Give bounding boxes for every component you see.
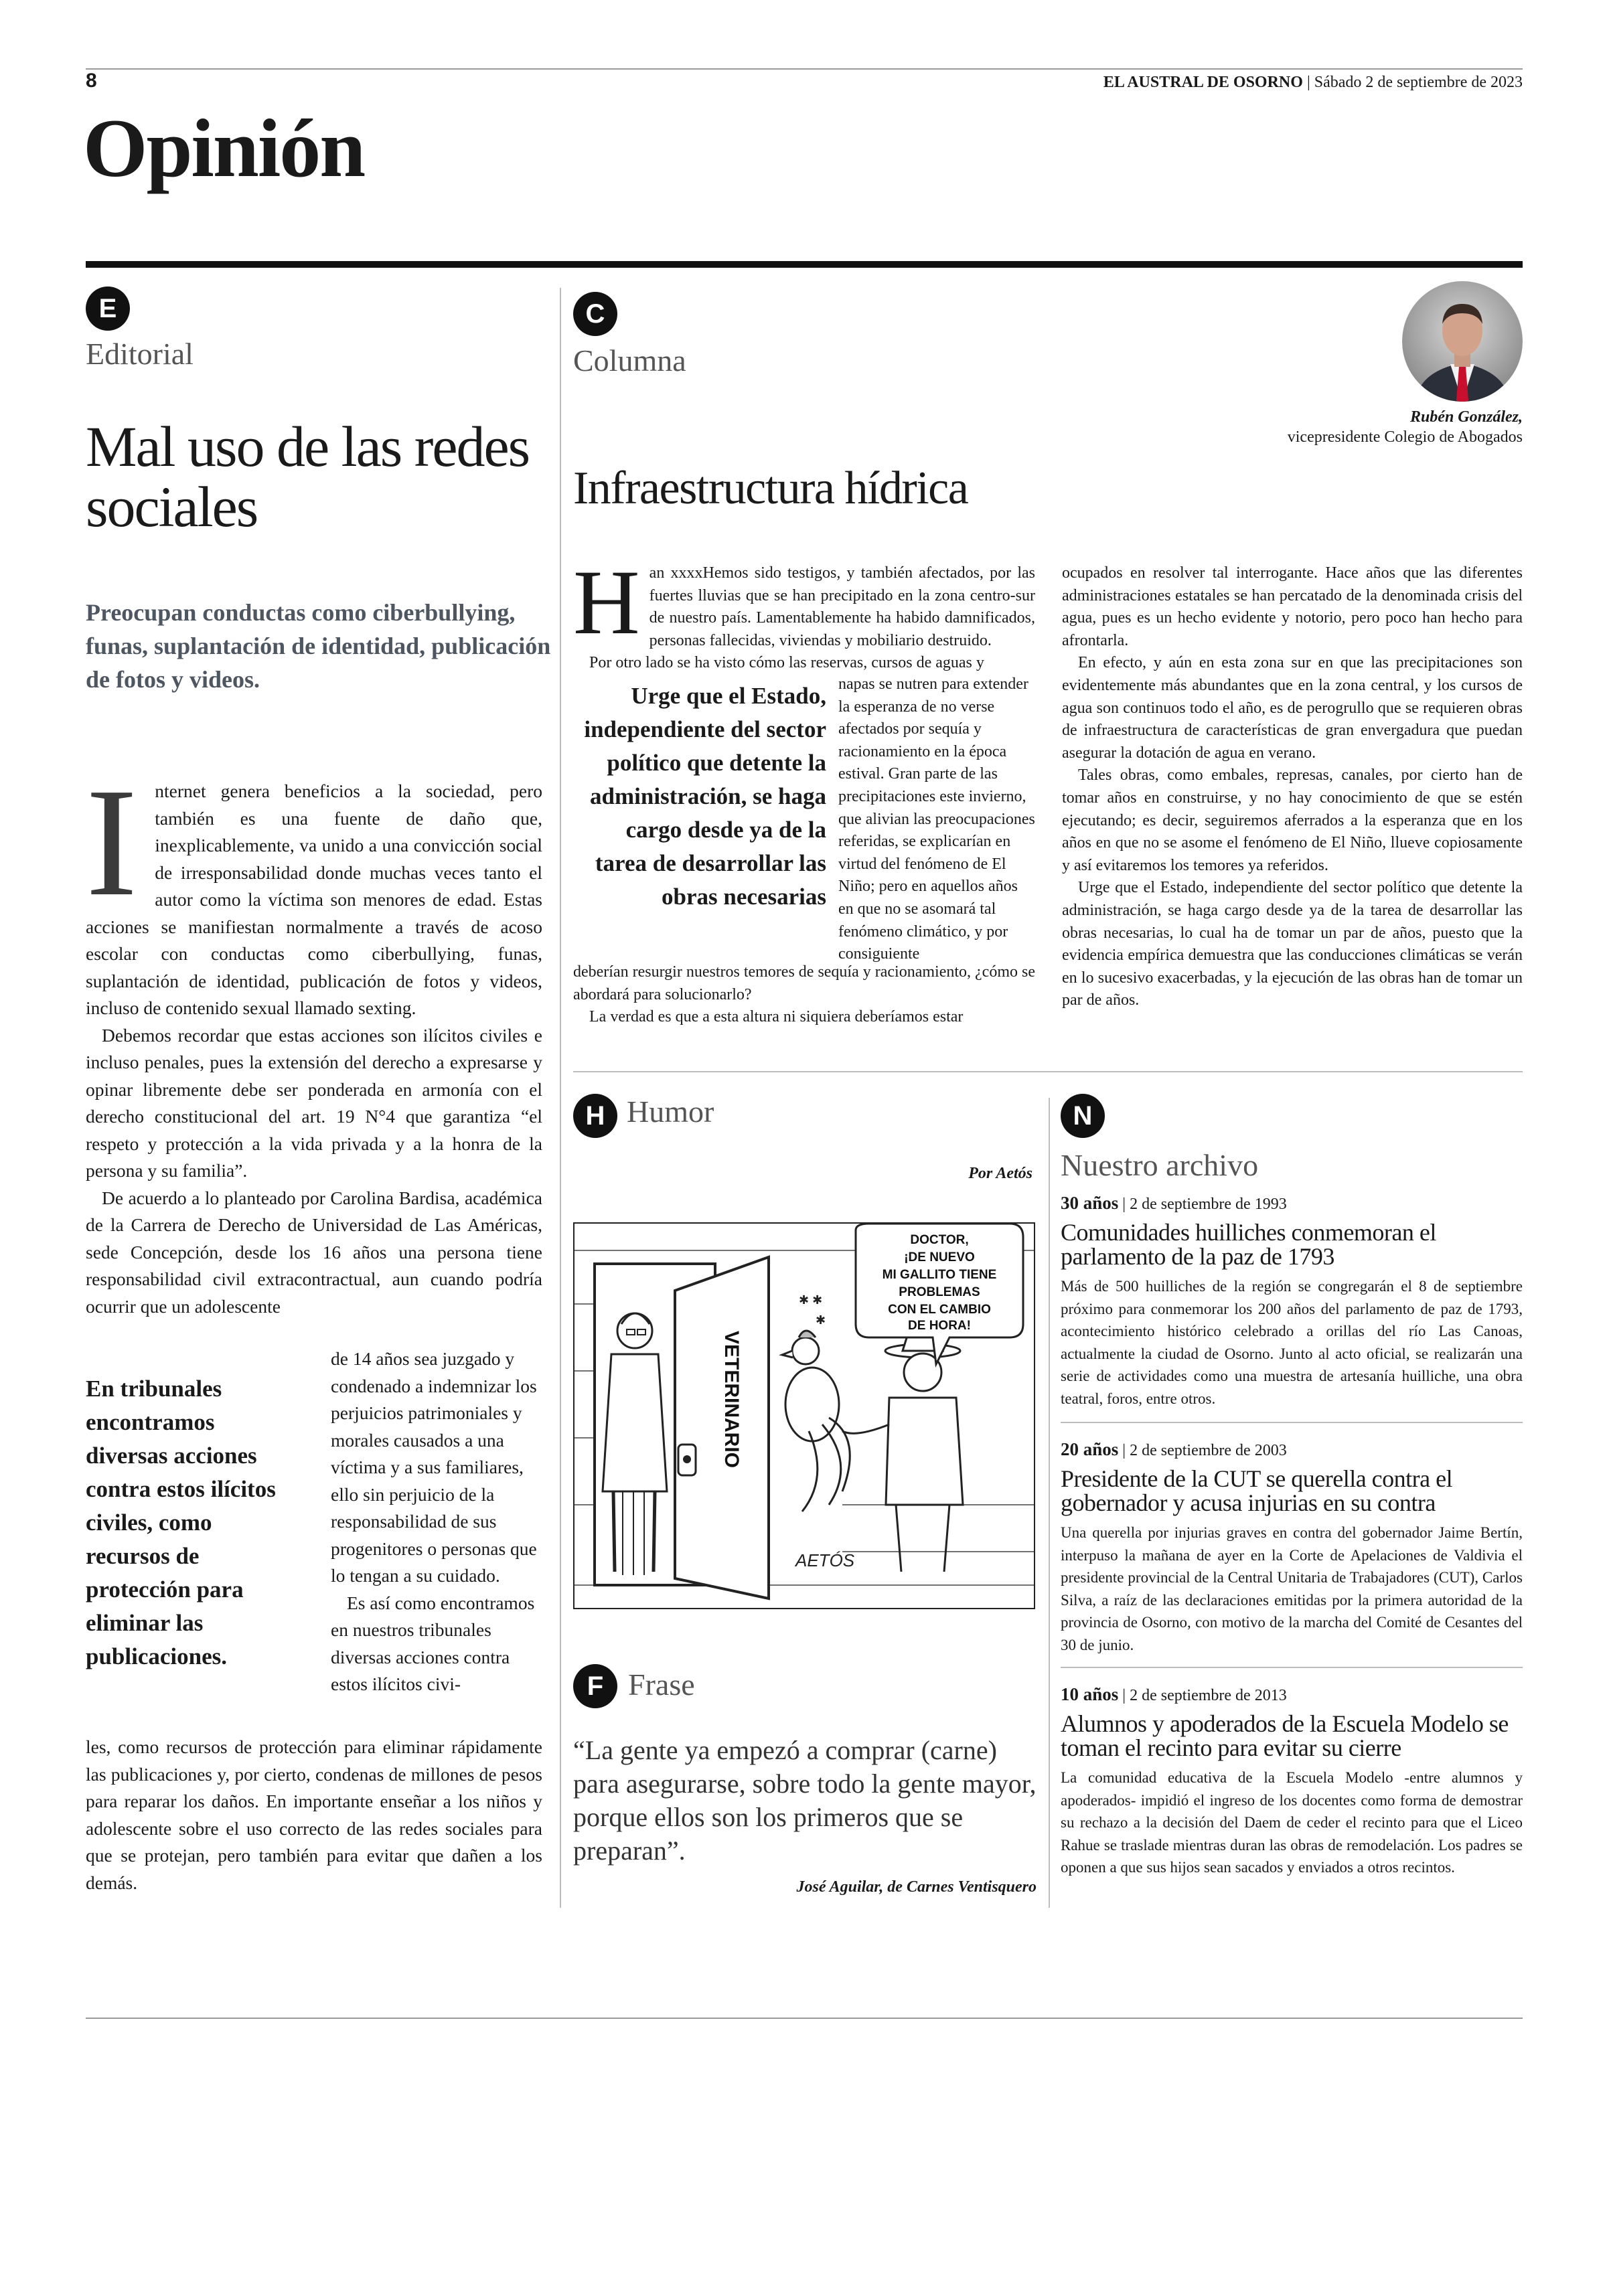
author-role: vicepresidente Colegio de Abogados (1287, 428, 1523, 446)
columna-c2-paragraph-4: Urge que el Estado, independiente del sector político que detente la administración, se haga cargo desde ya de la tarea de desarrollar las obras necesarias, lo cual ha de tomar un par de años, puesto que la evidencia empírica demuestra que las conducciones climáticas se verán en lo sucesivo exacerbadas, y la ejecución de las obras han de tomar un par de años. (1062, 879, 1523, 1009)
speech-line-4: PROBLEMAS (899, 1285, 980, 1299)
publication-name: EL AUSTRAL DE OSORNO (1103, 74, 1303, 91)
archivo-item-1 (1061, 1193, 1523, 1410)
frase-attribution: José Aguilar, de Carnes Ventisquero (796, 1878, 1037, 1896)
speech-line-1: DOCTOR, (910, 1233, 969, 1247)
archivo-item-2 (1061, 1439, 1523, 1657)
frase-badge: F (573, 1664, 617, 1708)
speech-line-3: MI GALLITO TIENE (882, 1268, 997, 1282)
archivo-divider (1061, 1667, 1523, 1668)
editorial-dropcap: I (86, 756, 138, 928)
archivo-date: 2 de septiembre de 2003 (1130, 1442, 1287, 1459)
columna-column-1-mid (838, 673, 1035, 966)
column-divider-right (1049, 1098, 1050, 1908)
editorial-body-top (86, 756, 542, 1320)
archivo-body: Más de 500 huilliches de la región se congregarán el 8 de septiembre próximo para conmemorar los 200 años del parlamento de paz de 1793, acontecimiento histórico celebrado a orillas del río Las Canoas, actualmente la ciudad de Osorno. Junto al acto oficial, se realizarán una serie de actividades como una muestra de artesanía huilliche, una obra teatral, foros, entre otros. (1061, 1278, 1523, 1407)
columna-kicker: Columna (573, 343, 686, 378)
editorial-paragraph-1 (86, 756, 542, 1022)
archivo-divider (1061, 1422, 1523, 1423)
editorial-paragraph-3a: De acuerdo a lo planteado por Carolina Bardisa, académica de la Carrera de Derecho de Universidad de Las Américas, sede Concepción, desde los 16 años una persona tiene responsabilidad civil extracontractual, aun cuando podría ocurrir que un adolescente (86, 1187, 542, 1317)
section-rule (86, 261, 1523, 268)
columna-bottom-rule (573, 1071, 1523, 1072)
columna-headline: Infraestructura hídrica (573, 463, 968, 514)
columna-paragraph-2-lead: Por otro lado se ha visto cómo las reservas, cursos de aguas y (589, 654, 984, 672)
editorial-body-bottom (86, 1734, 542, 1896)
svg-text:✱ ✱: ✱ ✱ (799, 1293, 823, 1307)
humor-credit: Por Aetós (968, 1165, 1032, 1182)
archivo-item-3 (1061, 1684, 1523, 1879)
column-divider-left (560, 288, 561, 1908)
archivo-date: 2 de septiembre de 1993 (1130, 1196, 1287, 1213)
frase-quote: “La gente ya empezó a comprar (carne) para asegurarse, sobre todo la gente mayor, porque ellos son los primeros que se preparan”. (573, 1735, 1037, 1866)
masthead (1103, 74, 1523, 92)
author-portrait-image (1402, 281, 1523, 402)
columna-paragraph-2-mid: napas se nutren para extender la esperanza de no verse afectados por sequía y racionamiento en la época estival. Gran parte de las precipitaciones este invierno, que alivian las preocupaciones referidas, se explicarían en virtud del fenómeno de El Niño; pero en aquellos años en que no se asomará tal fenómeno climático, y por consiguiente (838, 675, 1035, 963)
editorial-paragraph-2: Debemos recordar que estas acciones son ilícitos civiles e incluso penales, pues la extensión del derecho a expresarse y opinar libremente debe ser ponderada en armonía con el derecho constitucional del art. 19 N°4 que garantiza “el respeto y protección a la vida privada y a la honra de la persona y su familia”. (86, 1024, 542, 1181)
editorial-paragraph-3b: de 14 años sea juzgado y condenado a indemnizar los perjuicios patrimoniales y morales causados a una víctima y a sus familiares, ello sin perjuicio de la responsabilidad de sus progenitores o personas que lo tengan a su cuidado. (331, 1348, 537, 1586)
door-sign: VETERINARIO (720, 1331, 743, 1469)
editorial-body-wrap (331, 1345, 544, 1698)
editorial-paragraph-4a: Es así como encontramos en nuestros tribunales diversas acciones contra estos ilícitos civi- (331, 1592, 535, 1694)
columna-dropcap: H (573, 551, 640, 653)
archivo-years: 10 años (1061, 1684, 1119, 1704)
archivo-title: Alumnos y apoderados de la Escuela Modelo se toman el recinto para evitar su cierre (1061, 1710, 1509, 1761)
columna-paragraph-3: La verdad es que a esta altura ni siquiera deberíamos estar (589, 1008, 964, 1026)
columna-c2-paragraph-3: Tales obras, como embales, represas, canales, por cierto han de tomar años en construirse, y no hay conocimiento de que se estén ejecutando; es decir, seguiremos aferrados a la esperanza que en los años en que no se asome el fenómeno de El Niño, llueve copiosamente y así evitaremos los temores ya referidos. (1062, 766, 1523, 874)
section-title: Opinión (83, 102, 365, 194)
editorial-badge: E (86, 286, 130, 331)
columna-c2-paragraph-1: ocupados en resolver tal interrogante. Hace años que las diferentes administraciones estatales se han percatado de la denominada crisis del agua, pues es un hecho evidente y notorio, pero poco han hecho para afrontarla. (1062, 564, 1523, 649)
columna-paragraph-2-end: deberían resurgir nuestros temores de sequía y racionamiento, ¿cómo se abordará para solucionarlo? (573, 963, 1035, 1003)
archivo-title: Presidente de la CUT se querella contra el gobernador y acusa injurias en su contra (1061, 1465, 1453, 1516)
archivo-date: 2 de septiembre de 2013 (1130, 1687, 1287, 1704)
top-rule (86, 68, 1523, 70)
humor-cartoon (573, 1222, 1035, 1609)
archivo-badge: N (1061, 1094, 1105, 1138)
page-number: 8 (86, 70, 97, 92)
archivo-title: Comunidades huilliches conmemoran el parlamento de la paz de 1793 (1061, 1219, 1436, 1270)
archivo-body: La comunidad educativa de la Escuela Modelo -entre alumnos y apoderados- impidió el ingreso de los docentes como forma de demostrar su rechazo a la decisión del Daem de ceder el recinto para que el Liceo Rahue se traslade mientras duran las obras de remodelación. Los padres se oponen a que sus hijos sean sacados y enviados a otros recintos. (1061, 1769, 1523, 1876)
columna-p1-text: an xxxxHemos sido testigos, y también afectados, por las fuertes lluvias que se han precipitado en la zona centro-sur de nuestro país. Lamentablemente ha habido damnificados, personas fallecidas, viviendas y mobiliario destruido. (649, 564, 1035, 649)
archivo-kicker: Nuestro archivo (1061, 1148, 1259, 1182)
columna-badge: C (573, 292, 617, 336)
archivo-years: 30 años (1061, 1193, 1119, 1213)
archivo-date-separator: | (1118, 1196, 1130, 1213)
columna-paragraph-1 (573, 551, 1035, 653)
editorial-dek: Preocupan conductas como ciberbullying, funas, suplantación de identidad, publicación de fotos y videos. (86, 599, 551, 693)
cartoon-signature: AETÓS (795, 1550, 855, 1570)
author-name: Rubén González, (1409, 408, 1523, 426)
humor-badge: H (573, 1094, 617, 1138)
bottom-rule (86, 2018, 1523, 2019)
columna-column-2 (1062, 562, 1523, 1012)
columna-c2-paragraph-2: En efecto, y aún en esta zona sur en que las precipitaciones son evidentemente más abundantes que en la zona central, y los cursos de agua son continuos todo el año, es de perogrullo que se requieren obras de infraestructura de características de gran envergadura que puedan asegurar la dotación de agua en verano. (1062, 654, 1523, 762)
cartoon-illustration (575, 1224, 1034, 1608)
columna-pullquote: Urge que el Estado, independiente del sector político que detente la administración, se haga cargo desde ya de la tarea de desarrollar las obras necesarias (584, 683, 826, 910)
archivo-body: Una querella por injurias graves en contra del gobernador Jaime Bertín, interpuso la mañana de ayer en la Corte de Apelaciones de Valdivia el presidente provincial de la Central Unitaria de Trabajadores (CUT), Carlos Silva, a raíz de las declaraciones emitidas por la primera autoridad de la provincia de Osorno, con motivo de la marcha del Comité de Cesantes del 30 de junio. (1061, 1524, 1523, 1653)
frase-kicker: Frase (628, 1667, 695, 1702)
archivo-date-separator: | (1118, 1442, 1130, 1459)
speech-line-2: ¡DE NUEVO (904, 1250, 975, 1264)
editorial-paragraph-4b: les, como recursos de protección para eliminar rápidamente las publicaciones y, por cierto, condenas de millones de pesos para reparar los daños. En importante enseñar a los niños y adolescente sobre el uso correcto de las redes sociales para que se protejan, pero también para evitar que dañen a los demás. (86, 1736, 542, 1893)
speech-line-6: DE HORA! (908, 1319, 971, 1333)
svg-text:✱: ✱ (816, 1313, 826, 1327)
issue-date: Sábado 2 de septiembre de 2023 (1314, 74, 1523, 91)
archivo-date-separator: | (1118, 1687, 1130, 1704)
author-photo (1402, 281, 1523, 402)
archivo-years: 20 años (1061, 1439, 1119, 1459)
editorial-headline: Mal uso de las redes sociales (86, 414, 530, 539)
columna-column-1 (573, 551, 1035, 675)
editorial-kicker: Editorial (86, 337, 194, 371)
editorial-p1-text: nternet genera beneficios a la sociedad, pero también es una fuente de daño que, inexplicablemente, va unido a una convicción social de irresponsabilidad donde muchas veces tanto el autor como la víctima son menores de edad. Estas acciones se manifiestan normalmente a través de acoso escolar con conductas como ciberbullying, funas, suplantación de identidad, publicación de fotos y videos, incluso de contenido sexual llamado sexting. (86, 781, 542, 1018)
speech-line-5: CON EL CAMBIO (888, 1303, 991, 1317)
editorial-pullquote: En tribunales encontramos diversas acciones contra estos ilícitos civiles, como recursos de protección para eliminar las publicaciones. (86, 1376, 276, 1669)
humor-kicker: Humor (627, 1094, 714, 1129)
columna-column-1-end (573, 961, 1035, 1029)
masthead-separator: | (1306, 74, 1314, 91)
